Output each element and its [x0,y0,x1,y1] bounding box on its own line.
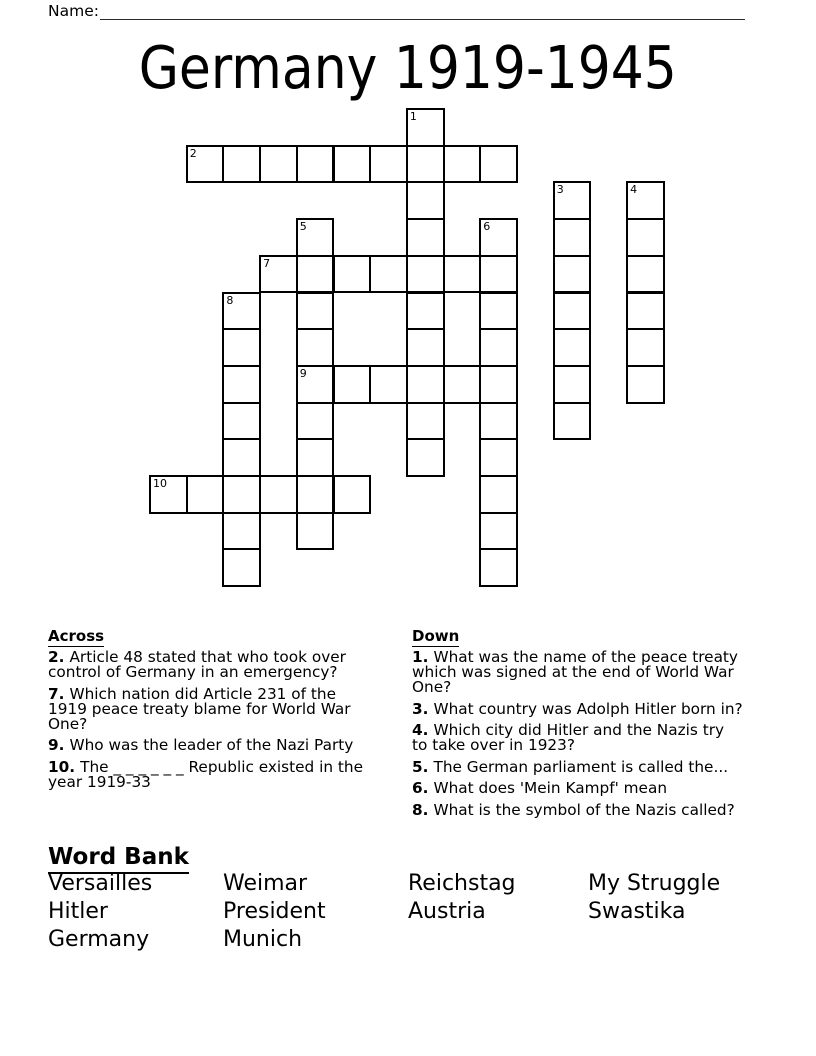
word-bank-item: President [223,899,326,924]
grid-cell-11-2[interactable] [553,181,592,220]
grid-cell-11-4[interactable] [553,255,592,294]
grid-cell-7-5[interactable] [406,292,445,331]
clue-number: 7. [48,684,65,703]
cell-number-3: 3 [556,183,564,197]
word-bank-header: Word Bank [48,844,189,870]
grid-cell-3-4[interactable] [259,255,298,294]
grid-cell-2-9[interactable] [222,438,261,477]
grid-cell-7-0[interactable] [406,108,445,147]
cell-number-4: 4 [630,183,638,197]
clue-text: What is the symbol of the Nazis called? [433,800,735,819]
grid-cell-4-6[interactable] [296,328,335,367]
grid-cell-9-10[interactable] [479,475,518,514]
grid-cell-13-3[interactable] [626,218,665,257]
clue-text: Who was the leader of the Nazi Party [69,736,354,754]
clue-text: The German parliament is called the... [433,757,729,776]
grid-cell-9-8[interactable] [479,402,518,441]
clue-number: 4. [412,721,429,739]
grid-cell-4-10[interactable] [296,475,335,514]
grid-cell-4-8[interactable] [296,402,335,441]
grid-cell-7-8[interactable] [406,402,445,441]
grid-cell-2-10[interactable] [222,475,261,514]
cell-number-7: 7 [263,256,271,270]
clue-number: 6. [412,779,429,797]
cell-number-2: 2 [189,146,197,160]
down-clue-4 [412,723,743,753]
grid-cell-7-9[interactable] [406,438,445,477]
cell-number-5: 5 [299,220,307,234]
across-clues-section [48,628,374,796]
grid-cell-11-7[interactable] [553,365,592,404]
grid-cell-6-4[interactable] [369,255,408,294]
grid-cell-13-4[interactable] [626,255,665,294]
grid-cell-9-11[interactable] [479,512,518,551]
clue-text: What does 'Mein Kampf' mean [433,779,668,797]
word-bank-item: Weimar [223,871,308,896]
grid-cell-4-1[interactable] [296,145,335,184]
grid-cell-8-7[interactable] [443,365,482,404]
grid-cell-1-10[interactable] [186,475,225,514]
grid-cell-2-1[interactable] [222,145,261,184]
grid-cell-2-5[interactable] [222,292,261,331]
clue-number: 10. [48,757,76,776]
clue-number: 8. [412,800,429,819]
grid-cell-11-8[interactable] [553,402,592,441]
clue-text: What country was Adolph Hitler born in? [433,699,743,718]
clue-number: 5. [412,757,429,776]
word-bank-item: Versailles [48,871,153,896]
across-clue-10 [48,757,374,791]
across-clue-9 [48,738,374,753]
grid-cell-7-2[interactable] [406,181,445,220]
grid-cell-8-4[interactable] [443,255,482,294]
grid-cell-4-9[interactable] [296,438,335,477]
down-clues-section [412,628,743,824]
grid-cell-13-5[interactable] [626,292,665,331]
grid-cell-4-11[interactable] [296,512,335,551]
grid-cell-2-6[interactable] [222,328,261,367]
grid-cell-2-8[interactable] [222,402,261,441]
word-bank-item: Germany [48,927,150,952]
word-bank-item: Swastika [588,899,686,924]
cell-number-8: 8 [226,293,234,307]
clue-number: 2. [48,648,65,666]
cell-number-1: 1 [409,110,417,123]
page-title: Germany 1919-1945 [138,33,678,102]
clue-text: Which city did Hitler and the Nazis try to take over in 1923? [412,721,725,754]
grid-cell-6-1[interactable] [369,145,408,184]
word-bank-item: Reichstag [408,871,516,896]
grid-cell-0-10[interactable] [149,475,188,514]
grid-cell-11-3[interactable] [553,218,592,257]
grid-cell-5-7[interactable] [333,365,372,404]
word-bank-column-3 [408,870,516,926]
word-bank-item: Austria [408,899,486,924]
grid-cell-5-4[interactable] [333,255,372,294]
grid-cell-7-6[interactable] [406,328,445,367]
across-header: Across [48,627,105,645]
down-clue-3 [412,699,743,718]
grid-cell-9-6[interactable] [479,328,518,367]
grid-cell-13-2[interactable] [626,181,665,220]
grid-cell-11-6[interactable] [553,328,592,367]
grid-cell-9-4[interactable] [479,255,518,294]
grid-cell-9-3[interactable] [479,218,518,257]
down-clue-5 [412,757,743,776]
grid-cell-9-7[interactable] [479,365,518,404]
word-bank-column-1 [48,870,152,954]
grid-cell-5-10[interactable] [333,475,372,514]
down-clue-1 [412,650,743,695]
grid-cell-2-7[interactable] [222,365,261,404]
word-bank-column-2 [223,870,326,954]
clue-text: The _ _ _ _ _ _ Republic existed in the year 1919-33 [48,757,364,791]
down-header: Down [412,627,460,645]
down-clue-6 [412,781,743,796]
grid-cell-4-5[interactable] [296,292,335,331]
cell-number-9: 9 [299,366,307,380]
name-label: Name: [48,2,99,20]
across-clue-2 [48,650,374,680]
grid-cell-6-7[interactable] [369,365,408,404]
grid-cell-2-11[interactable] [222,512,261,551]
clue-number: 9. [48,736,65,754]
grid-cell-1-1[interactable] [186,145,225,184]
grid-cell-5-1[interactable] [333,145,372,184]
across-clue-7 [48,684,374,733]
grid-cell-7-4[interactable] [406,255,445,294]
grid-cell-4-4[interactable] [296,255,335,294]
grid-cell-4-3[interactable] [296,218,335,257]
clue-text: What was the name of the peace treaty which was signed at the end of World War One? [412,648,738,696]
word-bank-column-4 [588,870,720,926]
clue-number: 1. [412,648,429,666]
cell-number-10: 10 [153,477,167,490]
word-bank-item: My Struggle [588,871,721,896]
grid-cell-11-5[interactable] [553,292,592,331]
grid-cell-8-1[interactable] [443,145,482,184]
grid-cell-9-5[interactable] [479,292,518,331]
grid-cell-9-12[interactable] [479,548,518,587]
clue-number: 3. [412,699,429,718]
grid-cell-3-10[interactable] [259,475,298,514]
grid-cell-13-7[interactable] [626,365,665,404]
grid-cell-7-1[interactable] [406,145,445,184]
grid-cell-9-9[interactable] [479,438,518,477]
grid-cell-2-12[interactable] [222,548,261,587]
grid-cell-9-1[interactable] [479,145,518,184]
grid-cell-7-3[interactable] [406,218,445,257]
word-bank-item: Munich [223,927,303,952]
clue-text: Article 48 stated that who took over control of Germany in an emergency? [48,648,346,681]
word-bank-item: Hitler [48,899,108,924]
grid-cell-3-1[interactable] [259,145,298,184]
grid-cell-13-6[interactable] [626,328,665,367]
grid-cell-7-7[interactable] [406,365,445,404]
grid-cell-4-7[interactable] [296,365,335,404]
down-clue-8 [412,800,743,819]
cell-number-6: 6 [483,220,491,234]
clue-text: Which nation did Article 231 of the 1919 peace treaty blame for World War One? [48,684,351,733]
